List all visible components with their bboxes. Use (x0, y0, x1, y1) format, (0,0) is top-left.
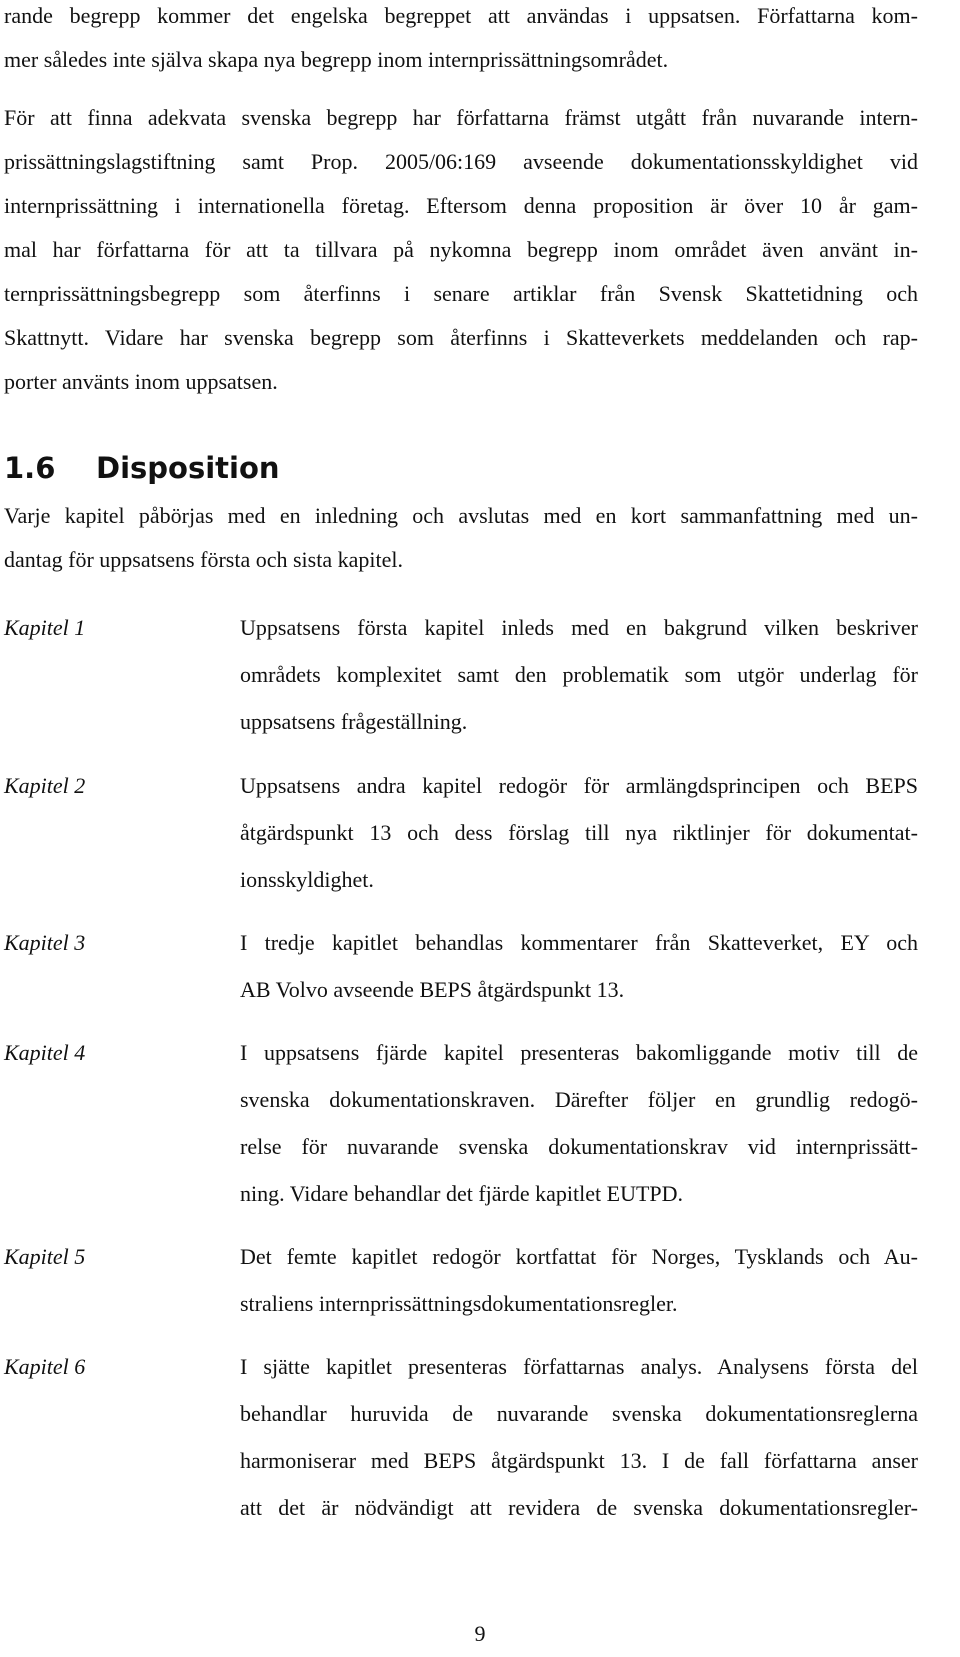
chapter-text-line: Det femte kapitlet redogör kortfattat för Norges, Tysklands och Au- (240, 1244, 918, 1269)
text-line: För att finna adekvata svenska begrepp har författarna främst utgått från nuvarande intern- (4, 105, 918, 130)
text-line: Skattnytt. Vidare har svenska begrepp som återfinns i Skatteverkets meddelanden och rap- (4, 325, 918, 350)
text-line: porter använts inom uppsatsen. (4, 369, 278, 394)
chapter-text-line: I uppsatsens fjärde kapitel presenteras bakomliggande motiv till de (240, 1040, 918, 1065)
text-line: ternprissättningsbegrepp som återfinns i senare artiklar från Svensk Skattetidning och (4, 281, 918, 306)
section-title: Disposition (96, 451, 280, 485)
chapter-text-line: I sjätte kapitlet presenteras författarnas analys. Analysens första del (240, 1354, 918, 1379)
text-line: internprissättning i internationella företag. Eftersom denna proposition är över 10 år gam- (4, 193, 918, 218)
text-line: rande begrepp kommer det engelska begreppet att användas i uppsatsen. Författarna kom- (4, 3, 918, 28)
text-line: prissättningslagstiftning samt Prop. 2005/06:169 avseende dokumentationsskyldighet vid (4, 149, 918, 174)
chapter-label: Kapitel 6 (4, 1354, 86, 1379)
chapter-text-line: ionsskyldighet. (240, 867, 374, 892)
text-line: dantag för uppsatsens första och sista kapitel. (4, 547, 403, 572)
chapter-label: Kapitel 3 (4, 930, 86, 955)
section-heading (4, 450, 280, 486)
chapter-text-line: svenska dokumentationskraven. Därefter följer en grundlig redogö- (240, 1087, 918, 1112)
chapter-text-line: AB Volvo avseende BEPS åtgärdspunkt 13. (240, 977, 625, 1002)
chapter-text-line: relse för nuvarande svenska dokumentationskrav vid internprissätt- (240, 1134, 918, 1159)
chapter-label: Kapitel 5 (4, 1244, 86, 1269)
chapter-text-line: uppsatsens frågeställning. (240, 709, 468, 734)
text-line: mal har författarna för att ta tillvara på nykomna begrepp inom området även använt in- (4, 237, 918, 262)
chapter-text-line: Uppsatsens första kapitel inleds med en bakgrund vilken beskriver (240, 615, 918, 640)
chapter-text-line: harmoniserar med BEPS åtgärdspunkt 13. I de fall författarna anser (240, 1448, 918, 1473)
chapter-label: Kapitel 2 (4, 773, 86, 798)
chapter-text-line: att det är nödvändigt att revidera de svenska dokumentationsregler- (240, 1495, 918, 1520)
chapter-text-line: åtgärdspunkt 13 och dess förslag till nya riktlinjer för dokumentat- (240, 820, 918, 845)
text-line: mer således inte själva skapa nya begrepp inom internprissättningsområdet. (4, 47, 669, 72)
chapter-text-line: straliens internprissättningsdokumentationsregler. (240, 1291, 678, 1316)
text-line: Varje kapitel påbörjas med en inledning och avslutas med en kort sammanfattning med un- (4, 503, 918, 528)
chapter-label: Kapitel 4 (4, 1040, 86, 1065)
chapter-text-line: I tredje kapitlet behandlas kommentarer från Skatteverket, EY och (240, 930, 918, 955)
chapter-text-line: ning. Vidare behandlar det fjärde kapitlet EUTPD. (240, 1181, 684, 1206)
chapter-text-line: behandlar huruvida de nuvarande svenska dokumentationsreglerna (240, 1401, 918, 1426)
page-number: 9 (474, 1621, 486, 1646)
chapter-text-line: områdets komplexitet samt den problematik som utgör underlag för (240, 662, 918, 687)
chapter-label: Kapitel 1 (4, 615, 86, 640)
section-number: 1.6 (4, 451, 56, 485)
chapter-text-line: Uppsatsens andra kapitel redogör för armlängdsprincipen och BEPS (240, 773, 918, 798)
